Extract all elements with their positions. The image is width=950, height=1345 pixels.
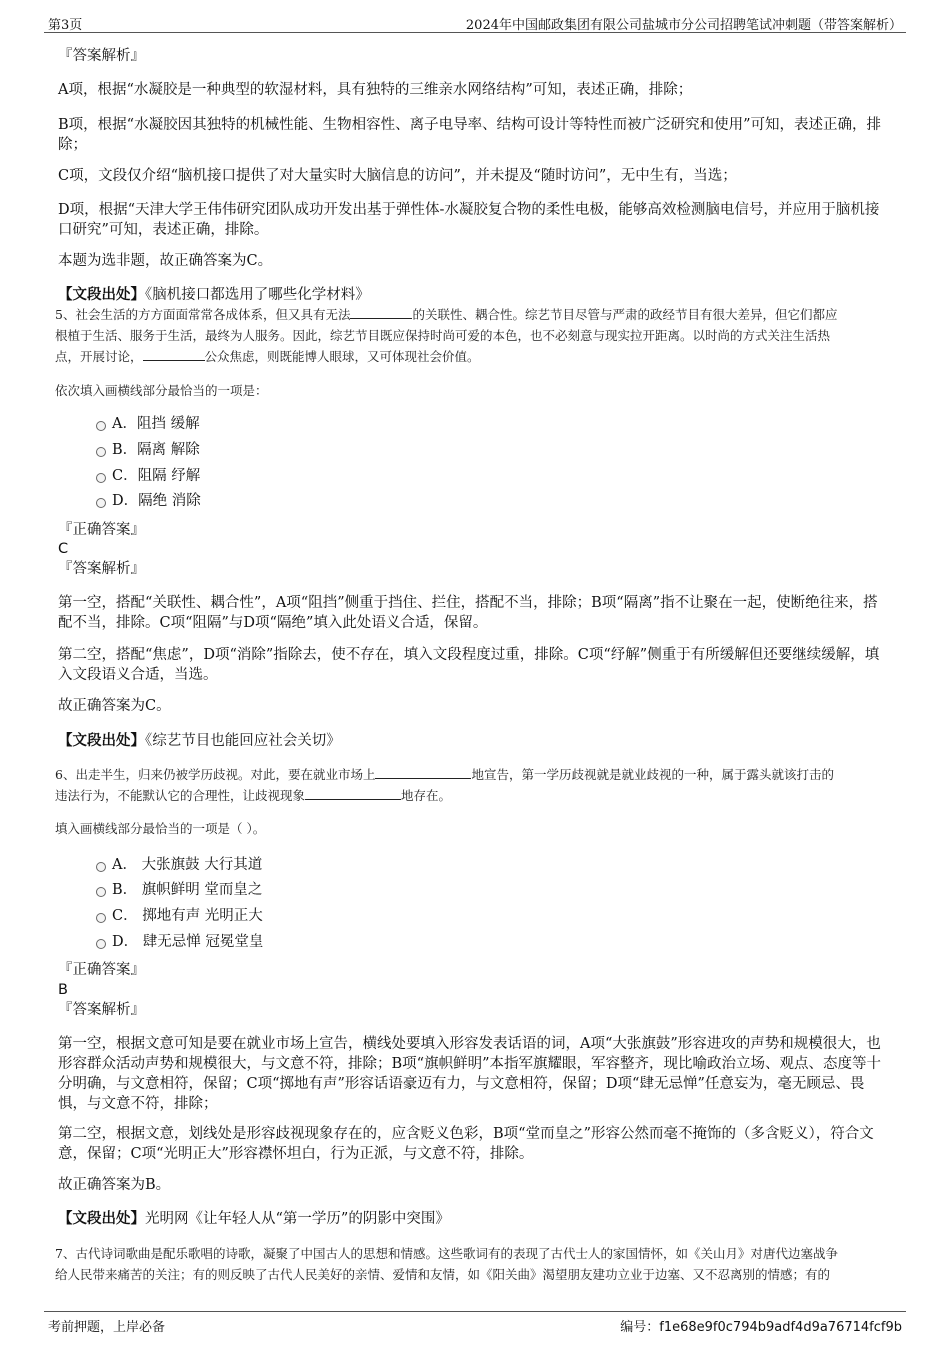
radio-icon[interactable] bbox=[96, 447, 106, 457]
q5-source-text: 《综艺节目也能回应社会关切》 bbox=[145, 733, 341, 749]
radio-icon[interactable] bbox=[96, 473, 106, 483]
document-code-value: f1e68e9f0c794b9adf4d9a76714fcf9b bbox=[659, 1320, 902, 1335]
q6-option-d[interactable]: D． 肆无忌惮 冠冕堂皇 bbox=[96, 932, 263, 952]
q4-analysis-a: A项，根据“水凝胶是一种典型的软湿材料，具有独特的三维亲水网络结构”可知，表述正确，排除； bbox=[58, 82, 693, 98]
q5-answer-label: 『正确答案』 bbox=[58, 522, 145, 538]
q4-conclusion: 本题为选非题，故正确答案为C。 bbox=[58, 253, 273, 269]
q5-source-label: 【文段出处】 bbox=[58, 732, 145, 749]
q6-option-b[interactable]: B． 旗帜鲜明 堂而皇之 bbox=[96, 880, 262, 900]
q5-blank-2 bbox=[143, 346, 205, 361]
q6-stem-part: 6、出走半生，归来仍被学历歧视。对此，要在就业市场上 bbox=[55, 767, 376, 782]
q4-analysis-label: 『答案解析』 bbox=[58, 48, 145, 64]
q5-option-b[interactable]: B．隔离 解除 bbox=[96, 440, 200, 460]
footer-slogan: 考前押题，上岸必备 bbox=[48, 1320, 166, 1335]
q5-prompt: 依次填入画横线部分最恰当的一项是： bbox=[55, 383, 268, 398]
q6-blank-2 bbox=[305, 785, 401, 800]
q5-analysis-label: 『答案解析』 bbox=[58, 561, 145, 577]
q6-option-c[interactable]: C． 掷地有声 光明正大 bbox=[96, 906, 263, 926]
q5-conclusion: 故正确答案为C。 bbox=[58, 698, 171, 714]
page-header bbox=[44, 12, 906, 33]
radio-icon[interactable] bbox=[96, 887, 106, 897]
q6-prompt: 填入画横线部分最恰当的一项是（ ）。 bbox=[55, 821, 266, 836]
radio-icon[interactable] bbox=[96, 862, 106, 872]
q6-stem bbox=[55, 764, 895, 806]
q4-source-label: 【文段出处】 bbox=[58, 286, 145, 303]
q5-stem-part: 的关联性、耦合性。综艺节目尽管与严肃的政经节目有很大差异，但它们都应 bbox=[412, 307, 838, 322]
q6-source bbox=[58, 1209, 892, 1229]
radio-icon[interactable] bbox=[96, 421, 106, 431]
radio-icon[interactable] bbox=[96, 498, 106, 508]
q5-analysis-p2: 第二空，搭配“焦虑”，D项“消除”指除去，使不存在，填入文段程度过重，排除。C项“纾解”侧重于有所缓解但还要继续缓解，填入文段语义合适，当选。 bbox=[58, 647, 880, 683]
q4-analysis-c: C项，文段仅介绍“脑机接口提供了对大量实时大脑信息的访问”，并未提及“随时访问”，无中生有，当选； bbox=[58, 168, 737, 184]
q5-answer: C bbox=[58, 541, 69, 557]
radio-icon[interactable] bbox=[96, 939, 106, 949]
q4-analysis-b: B项，根据“水凝胶因其独特的机械性能、生物相容性、离子电导率、结构可设计等特性而被广泛研究和使用”可知，表述正确，排除； bbox=[58, 117, 881, 153]
q6-answer-label: 『正确答案』 bbox=[58, 962, 145, 978]
q7-stem bbox=[55, 1243, 895, 1285]
q6-stem-part: 违法行为，不能默认它的合理性，让歧视现象 bbox=[55, 788, 306, 803]
q5-stem-part: 根植于生活、服务于生活，最终为人服务。因此，综艺节目既应保持时尚可爱的本色，也不必刻意与现实拉开距离。以时尚的方式关注生活热 bbox=[55, 328, 831, 343]
document-title: 2024年中国邮政集团有限公司盐城市分公司招聘笔试冲刺题（带答案解析） bbox=[465, 18, 902, 33]
q6-stem-part: 地宣告，第一学历歧视就是就业歧视的一种，属于露头就该打击的 bbox=[471, 767, 834, 782]
q4-source bbox=[58, 285, 892, 305]
q5-blank-1 bbox=[350, 304, 412, 319]
radio-icon[interactable] bbox=[96, 913, 106, 923]
q4-analysis-d: D项，根据“天津大学王伟伟研究团队成功开发出基于弹性体-水凝胶复合物的柔性电极，能够高效检测脑电信号，并应用于脑机接口研究”可知，表述正确，排除。 bbox=[58, 202, 880, 238]
q5-option-d[interactable]: D．隔绝 消除 bbox=[96, 491, 201, 511]
q5-stem-part: 点，开展讨论， bbox=[55, 349, 143, 364]
q6-answer: B bbox=[58, 982, 68, 998]
q5-stem-part: 5、社会生活的方方面面常常各成体系，但又具有无法 bbox=[55, 307, 351, 322]
q5-option-a[interactable]: A．阻挡 缓解 bbox=[96, 414, 200, 434]
q6-source-label: 【文段出处】 bbox=[58, 1210, 145, 1227]
q7-stem-line: 给人民带来痛苦的关注；有的则反映了古代人民美好的亲情、爱情和友情，如《阳关曲》渴望朋友建功立业于边塞、又不忍离别的情感；有的 bbox=[55, 1267, 831, 1282]
page-number: 第3页 bbox=[48, 18, 83, 33]
q6-source-text: 光明网《让年轻人从“第一学历”的阴影中突围》 bbox=[145, 1211, 450, 1227]
q6-analysis-p2: 第二空，根据文意，划线处是形容歧视现象存在的，应含贬义色彩，B项“堂而皇之”形容公然而毫不掩饰的（多含贬义），符合文意，保留；C项“光明正大”形容襟怀坦白，行为正派，与文意不符，排除。 bbox=[58, 1126, 874, 1162]
q6-analysis-p1: 第一空，根据文意可知是要在就业市场上宣告，横线处要填入形容发表话语的词，A项“大张旗鼓”形容进攻的声势和规模很大，也形容群众活动声势和规模很大，与文意不符，排除；B项“旗帜鲜明”本指军旗耀眼，军容整齐，现比喻政治立场、观点、态度等十分明确，与文意相符，保留；C项“掷地有声”形容话语豪迈有力，与文意相符，保留；D项“肆无忌惮”任意妄为，毫无顾忌、畏惧，与文意不符，排除； bbox=[58, 1036, 881, 1112]
q6-analysis-label: 『答案解析』 bbox=[58, 1002, 145, 1018]
q5-stem bbox=[55, 304, 895, 367]
q6-stem-part: 地存在。 bbox=[401, 788, 452, 803]
q5-analysis-p1: 第一空，搭配“关联性、耦合性”，A项“阻挡”侧重于挡住、拦住，搭配不当，排除；B项“隔离”指不让聚在一起，使断绝往来，搭配不当，排除。C项“阻隔”与D项“隔绝”填入此处语义合适，保留。 bbox=[58, 595, 878, 631]
q6-blank-1 bbox=[375, 764, 471, 779]
q7-stem-line: 7、古代诗词歌曲是配乐歌唱的诗歌，凝聚了中国古人的思想和情感。这些歌词有的表现了古代士人的家国情怀，如《关山月》对唐代边塞战争 bbox=[55, 1246, 838, 1261]
q5-source bbox=[58, 731, 892, 751]
q6-conclusion: 故正确答案为B。 bbox=[58, 1177, 171, 1193]
q6-option-a[interactable]: A． 大张旗鼓 大行其道 bbox=[96, 855, 262, 875]
q4-source-text: 《脑机接口都选用了哪些化学材料》 bbox=[145, 287, 370, 303]
document-code-label: 编号： bbox=[620, 1320, 660, 1335]
q5-option-c[interactable]: C．阻隔 纾解 bbox=[96, 466, 200, 486]
q5-stem-part: 公众焦虑，则既能博人眼球，又可体现社会价值。 bbox=[204, 349, 480, 364]
document-code bbox=[620, 1316, 902, 1335]
page-footer bbox=[44, 1311, 906, 1336]
